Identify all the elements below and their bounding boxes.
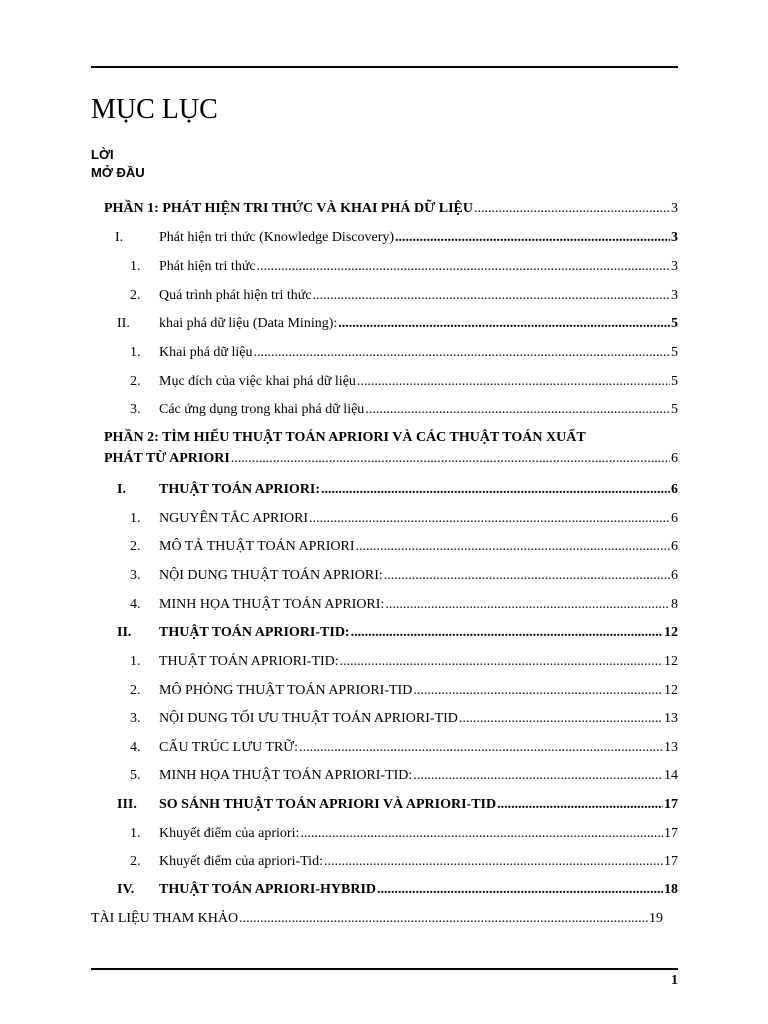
toc-entry-number: I. bbox=[115, 230, 124, 245]
toc-leader bbox=[340, 653, 663, 671]
toc-page-number: 3 bbox=[671, 288, 678, 303]
toc-entry-number: 2. bbox=[130, 683, 141, 698]
toc-entry[interactable] bbox=[130, 853, 678, 871]
toc-entry[interactable] bbox=[117, 796, 678, 814]
toc-entry-label: THUẬT TOÁN APRIORI-TID: bbox=[159, 654, 339, 669]
toc-entry-label: MÔ TẢ THUẬT TOÁN APRIORI bbox=[159, 539, 355, 554]
page-title: MỤC LỤC bbox=[91, 94, 218, 125]
toc-entry[interactable] bbox=[130, 344, 678, 362]
toc-leader bbox=[395, 229, 670, 247]
toc-references[interactable] bbox=[91, 910, 663, 928]
toc-entry-label: MINH HỌA THUẬT TOÁN APRIORI-TID: bbox=[159, 768, 413, 783]
toc-entry[interactable] bbox=[115, 229, 678, 247]
toc-entry[interactable] bbox=[130, 567, 678, 585]
toc-entry-label: Mục đích của việc khai phá dữ liệu bbox=[159, 374, 356, 389]
toc-page-number: 12 bbox=[664, 654, 678, 669]
toc-page-number: 6 bbox=[671, 568, 678, 583]
toc-page-number: 6 bbox=[671, 511, 678, 526]
toc-entry-number: 1. bbox=[130, 345, 141, 360]
intro-heading bbox=[91, 146, 145, 182]
toc-leader bbox=[413, 682, 663, 700]
toc-entry-label: MÔ PHỎNG THUẬT TOÁN APRIORI-TID bbox=[159, 683, 413, 698]
toc-entry-label: CẤU TRÚC LƯU TRỮ: bbox=[159, 740, 299, 755]
intro-line-1: LỜI bbox=[91, 147, 114, 162]
toc-entry[interactable] bbox=[117, 315, 678, 333]
toc-entry-number: 2. bbox=[130, 288, 141, 303]
toc-entry-number: III. bbox=[117, 797, 137, 812]
toc-part-1[interactable] bbox=[104, 200, 678, 218]
toc-page-number: 6 bbox=[671, 482, 678, 497]
toc-entry-number: 1. bbox=[130, 259, 141, 274]
toc-leader bbox=[338, 315, 670, 333]
header-rule bbox=[91, 66, 678, 68]
toc-leader bbox=[385, 596, 670, 614]
toc-entry-number: 2. bbox=[130, 854, 141, 869]
toc-leader bbox=[474, 200, 670, 218]
toc-references-label: TÀI LIỆU THAM KHẢO bbox=[91, 911, 239, 926]
toc-entry-label: NỘI DUNG TỐI ƯU THUẬT TOÁN APRIORI-TID bbox=[159, 711, 458, 726]
toc-page-number: 18 bbox=[664, 882, 678, 897]
toc-page-number: 13 bbox=[664, 711, 678, 726]
toc-leader bbox=[254, 344, 670, 362]
toc-leader bbox=[324, 853, 663, 871]
toc-page-number: 17 bbox=[664, 854, 678, 869]
toc-entry-label: Khai phá dữ liệu bbox=[159, 345, 253, 360]
toc-entry[interactable] bbox=[130, 538, 678, 556]
toc-part-2-label-line-2: PHÁT TỪ APRIORI bbox=[104, 451, 230, 466]
toc-part-2-label-line-1: PHẦN 2: TÌM HIỂU THUẬT TOÁN APRIORI VÀ CÁC THUẬT TOÁN XUẤT bbox=[104, 430, 586, 445]
toc-page-number: 6 bbox=[671, 451, 678, 466]
toc-page-number: 5 bbox=[671, 316, 678, 331]
toc-entry-label: Khuyết điểm của apriori-Tid: bbox=[159, 854, 323, 869]
toc-part-1-label: PHẦN 1: PHÁT HIỆN TRI THỨC VÀ KHAI PHÁ DỮ LIỆU bbox=[104, 201, 473, 216]
toc-entry-label: Phát hiện tri thức bbox=[159, 259, 256, 274]
toc-entry-label: THUẬT TOÁN APRIORI-TID: bbox=[159, 625, 350, 640]
toc-entry[interactable] bbox=[130, 258, 678, 276]
footer-page-number: 1 bbox=[671, 973, 678, 988]
toc-entry-number: 1. bbox=[130, 511, 141, 526]
toc-entry-number: 2. bbox=[130, 539, 141, 554]
toc-leader bbox=[321, 481, 670, 499]
toc-entry[interactable] bbox=[130, 710, 678, 728]
toc-entry-number: 4. bbox=[130, 740, 141, 755]
toc-page-number: 19 bbox=[649, 911, 663, 926]
toc-leader bbox=[365, 401, 670, 419]
toc-leader bbox=[497, 796, 663, 814]
toc-leader bbox=[459, 710, 663, 728]
toc-entry-number: 5. bbox=[130, 768, 141, 783]
toc-leader bbox=[239, 910, 648, 928]
toc-page-number: 12 bbox=[664, 683, 678, 698]
toc-page-number: 13 bbox=[664, 740, 678, 755]
toc-entry[interactable] bbox=[130, 287, 678, 305]
toc-entry-label: Các ứng dụng trong khai phá dữ liệu bbox=[159, 402, 365, 417]
toc-page-number: 5 bbox=[671, 345, 678, 360]
toc-page-number: 8 bbox=[671, 597, 678, 612]
toc-leader bbox=[299, 739, 663, 757]
toc-entry[interactable] bbox=[130, 767, 678, 785]
toc-leader bbox=[313, 287, 670, 305]
toc-entry-label: NỘI DUNG THUẬT TOÁN APRIORI: bbox=[159, 568, 383, 583]
toc-page-number: 3 bbox=[671, 259, 678, 274]
toc-entry[interactable] bbox=[130, 739, 678, 757]
intro-line-2: MỞ ĐẦU bbox=[91, 165, 145, 180]
toc-entry-number: 3. bbox=[130, 711, 141, 726]
toc-leader bbox=[257, 258, 670, 276]
toc-entry[interactable] bbox=[130, 653, 678, 671]
toc-page-number: 5 bbox=[671, 374, 678, 389]
toc-entry-label: THUẬT TOÁN APRIORI: bbox=[159, 482, 321, 497]
toc-entry[interactable] bbox=[117, 481, 678, 499]
toc-entry[interactable] bbox=[130, 401, 678, 419]
toc-entry-number: II. bbox=[117, 625, 132, 640]
toc-entry-label: Phát hiện tri thức (Knowledge Discovery) bbox=[159, 230, 395, 245]
toc-leader bbox=[231, 448, 670, 469]
toc-entry-number: 1. bbox=[130, 654, 141, 669]
toc-entry-label: Khuyết điểm của apriori: bbox=[159, 826, 300, 841]
toc-entry[interactable] bbox=[117, 881, 678, 899]
toc-entry-number: 1. bbox=[130, 826, 141, 841]
toc-entry[interactable] bbox=[130, 682, 678, 700]
toc-entry[interactable] bbox=[130, 596, 678, 614]
toc-entry-number: 3. bbox=[130, 402, 141, 417]
toc-page-number: 17 bbox=[664, 797, 678, 812]
toc-entry-label: khai phá dữ liệu (Data Mining): bbox=[159, 316, 338, 331]
toc-leader bbox=[309, 510, 670, 528]
toc-page-number: 3 bbox=[671, 230, 678, 245]
toc-entry-label: SO SÁNH THUẬT TOÁN APRIORI VÀ APRIORI-TID bbox=[159, 797, 497, 812]
toc-entry-label: THUẬT TOÁN APRIORI-HYBRID bbox=[159, 882, 377, 897]
toc-entry[interactable] bbox=[130, 825, 678, 843]
toc-page-number: 3 bbox=[671, 201, 678, 216]
toc-leader bbox=[377, 881, 663, 899]
toc-entry[interactable] bbox=[117, 624, 678, 642]
footer-rule bbox=[91, 968, 678, 970]
toc-entry-number: 3. bbox=[130, 568, 141, 583]
toc-page-number: 14 bbox=[664, 768, 678, 783]
toc-entry-number: 2. bbox=[130, 374, 141, 389]
toc-leader bbox=[384, 567, 670, 585]
toc-leader bbox=[356, 538, 670, 556]
toc-page-number: 5 bbox=[671, 402, 678, 417]
toc-leader bbox=[357, 373, 670, 391]
toc-leader bbox=[351, 624, 663, 642]
toc-leader bbox=[300, 825, 663, 843]
toc-entry-label: MINH HỌA THUẬT TOÁN APRIORI: bbox=[159, 597, 385, 612]
toc-entry-label: NGUYÊN TẮC APRIORI bbox=[159, 511, 309, 526]
toc-entry-number: 4. bbox=[130, 597, 141, 612]
toc-entry[interactable] bbox=[130, 373, 678, 391]
toc-page-number: 12 bbox=[664, 625, 678, 640]
toc-page-number: 6 bbox=[671, 539, 678, 554]
toc-entry-label: Quá trình phát hiện tri thức bbox=[159, 288, 312, 303]
toc-entry-number: IV. bbox=[117, 882, 135, 897]
toc-entry-number: II. bbox=[117, 316, 130, 331]
toc-page-number: 17 bbox=[664, 826, 678, 841]
toc-leader bbox=[413, 767, 663, 785]
toc-part-2[interactable] bbox=[104, 427, 678, 469]
toc-entry-number: I. bbox=[117, 482, 126, 497]
toc-entry[interactable] bbox=[130, 510, 678, 528]
